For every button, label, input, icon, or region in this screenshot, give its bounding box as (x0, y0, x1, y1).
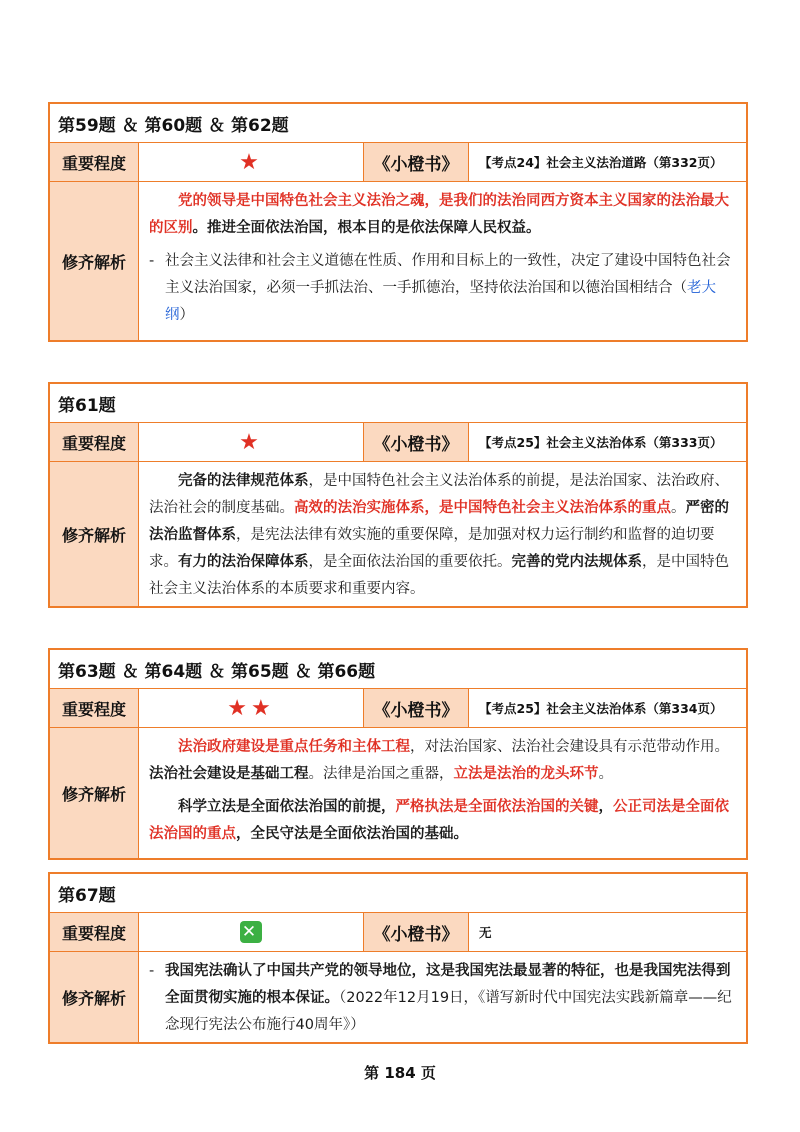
source-link[interactable]: 老大纲 (165, 280, 716, 323)
highlight-text: 严格执法是全面依法治国的关键 (395, 799, 599, 815)
dash-bullet: - (149, 963, 155, 979)
question-title: 第59题 ＆ 第60题 ＆ 第62题 (58, 115, 289, 136)
bold-text: 。推进全面依法治国，根本目的是依法保障人民权益。 (192, 220, 541, 236)
analysis-body (139, 952, 746, 1042)
highlight-text: 高效的法治实施体系，是中国特色社会主义法治体系的重点 (294, 500, 671, 516)
analysis-row (50, 727, 746, 858)
meta-row (50, 912, 746, 951)
question-card (48, 382, 748, 608)
bold-text: 科学立法是全面依法治国的前提， (178, 799, 396, 815)
body-text: ） (179, 307, 194, 323)
analysis-label: 修齐解析 (50, 728, 139, 858)
star-rating: ★ (139, 423, 364, 461)
question-card (48, 872, 748, 1044)
analysis-body (139, 462, 746, 606)
bold-text: 法治社会建设是基础工程 (149, 766, 309, 782)
question-title: 第63题 ＆ 第64题 ＆ 第65题 ＆ 第66题 (58, 661, 376, 682)
analysis-label: 修齐解析 (50, 462, 139, 606)
bold-text: 我国宪法确认了中国共产党的领导地位，这是我国宪法最显著的特征，也是我国宪法得到全面贯彻实施的根本保证。 (165, 963, 731, 1006)
meta-row (50, 142, 746, 181)
star-rating: ★ (139, 143, 364, 181)
body-text: 。法律是治国之重器， (308, 766, 454, 782)
highlight-text: 党的领导是中国特色社会主义法治之魂，是我们的法治同西方资本主义国家的法治最大的区别 (149, 193, 729, 236)
reference-text: 【考点25】社会主义法治体系（第334页） (479, 701, 723, 716)
highlight-text: 公正司法是全面依法治国的重点 (149, 799, 729, 842)
importance-label: 重要程度 (50, 913, 139, 951)
importance-label: 重要程度 (50, 143, 139, 181)
question-card (48, 648, 748, 860)
page-number: 第 184 页 (364, 1064, 436, 1082)
bold-text: ， (598, 799, 613, 815)
bold-text: 完备的法律规范体系 (178, 473, 309, 489)
body-text: 社会主义法律和社会主义道德在性质、作用和目标上的一致性，决定了建设中国特色社会主义法治国家，必须一手抓法治、一手抓德治，坚持依法治国和以德治国相结合（ (165, 253, 731, 296)
star-rating: ★★ (139, 689, 364, 727)
list-item (149, 958, 740, 1039)
question-title: 第67题 (58, 885, 116, 906)
body-text: ，是宪法法律有效实施的重要保障，是加强对权力运行制约和监督的迫切要求。 (149, 527, 715, 570)
paragraph (149, 794, 740, 848)
book-label: 《小橙书》 (364, 689, 469, 727)
reference-text: 【考点25】社会主义法治体系（第333页） (479, 435, 723, 450)
importance-label: 重要程度 (50, 689, 139, 727)
question-card (48, 102, 748, 342)
analysis-label: 修齐解析 (50, 182, 139, 340)
bold-text: ，全民守法是全面依法治国的基础。 (236, 826, 468, 842)
analysis-row (50, 951, 746, 1042)
book-label: 《小橙书》 (364, 423, 469, 461)
body-text: ，是全面依法治国的重要依托。 (308, 554, 512, 570)
rating-cell (139, 913, 364, 951)
body-text: ，是中国特色社会主义法治体系的前提，是法治国家、法治政府、法治社会的制度基础。 (149, 473, 729, 516)
analysis-body (139, 182, 746, 340)
body-text: ，对法治国家、法治社会建设具有示范带动作用。 (410, 739, 729, 755)
dash-bullet: - (149, 253, 155, 269)
analysis-row (50, 461, 746, 606)
paragraph (149, 188, 740, 242)
analysis-body (139, 728, 746, 858)
meta-row (50, 688, 746, 727)
bold-text: 严密的法治监督体系 (149, 500, 729, 543)
bold-text: 有力的法治保障体系 (178, 554, 309, 570)
book-label: 《小橙书》 (364, 913, 469, 951)
list-text (165, 958, 740, 1039)
list-text (165, 248, 740, 329)
highlight-text: 法治政府建设是重点任务和主体工程 (178, 739, 410, 755)
body-text: 。 (671, 500, 686, 516)
question-title: 第61题 (58, 395, 116, 416)
body-text: ，是中国特色社会主义法治体系的本质要求和重要内容。 (149, 554, 729, 597)
reference-text: 无 (479, 925, 492, 940)
book-label: 《小橙书》 (364, 143, 469, 181)
bold-text: 完善的党内法规体系 (511, 554, 642, 570)
highlight-text: 立法是法治的龙头环节 (453, 766, 599, 782)
reference-text: 【考点24】社会主义法治道路（第332页） (479, 155, 723, 170)
paragraph (149, 734, 740, 788)
importance-label: 重要程度 (50, 423, 139, 461)
paragraph (149, 468, 740, 603)
body-text: 。 (598, 766, 613, 782)
analysis-label: 修齐解析 (50, 952, 139, 1042)
meta-row (50, 422, 746, 461)
source-citation: （2022年12月19日，《谱写新时代中国宪法实践新篇章——纪念现行宪法公布施行40周年》） (165, 990, 732, 1033)
close-icon: ✕ (241, 922, 261, 942)
analysis-row (50, 181, 746, 340)
list-item (149, 248, 740, 329)
